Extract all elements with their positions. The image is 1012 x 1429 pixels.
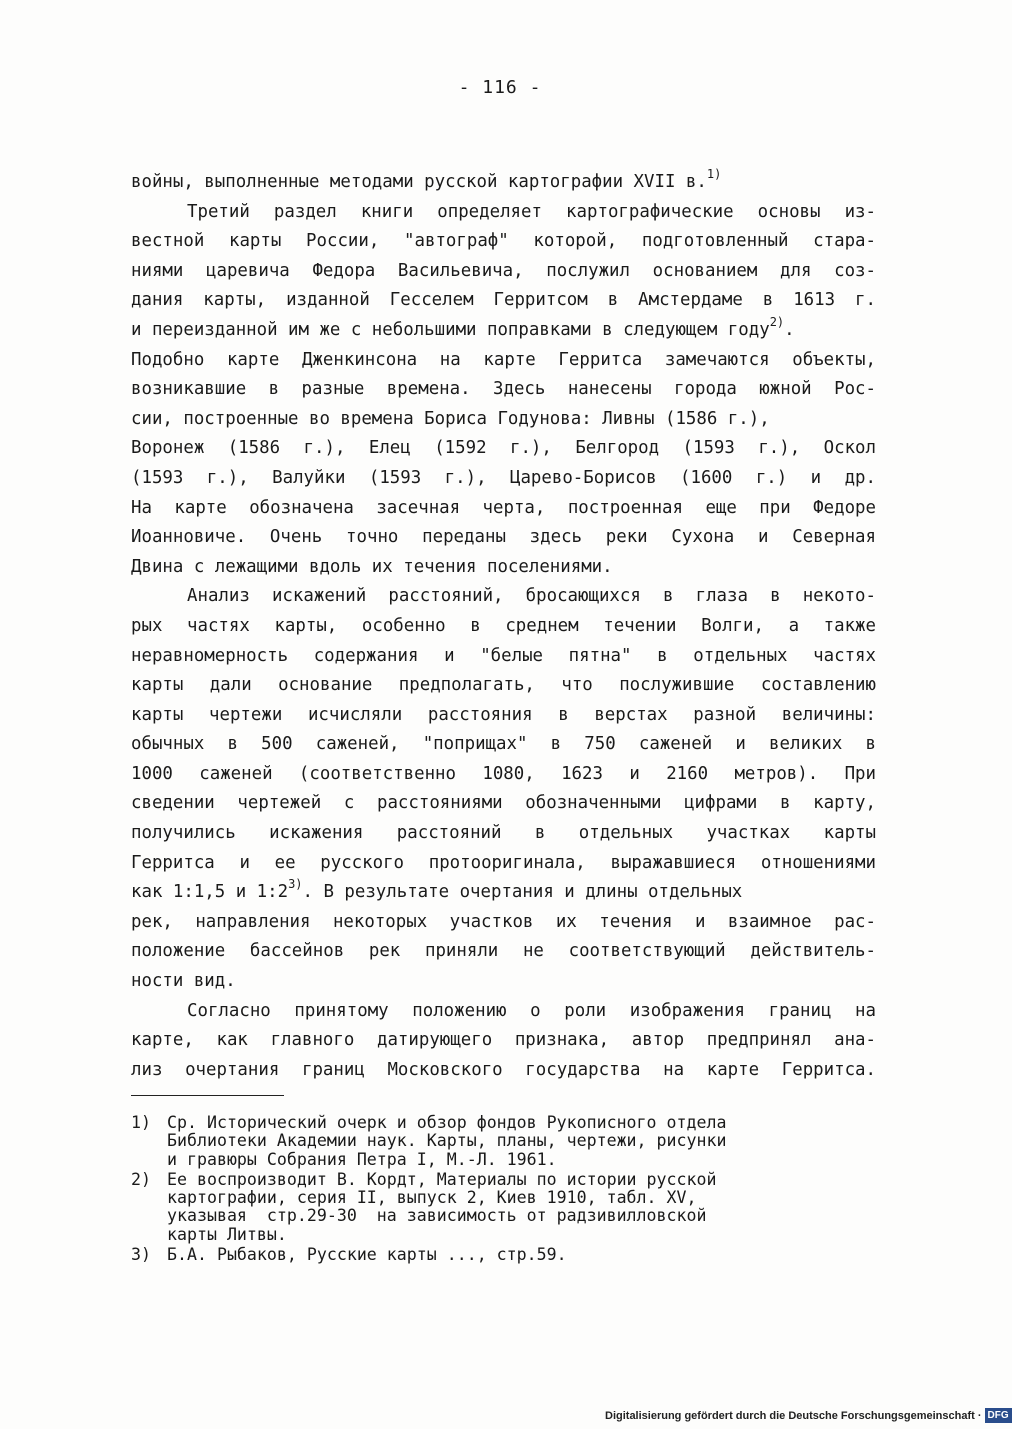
footnote-number: 3) [131, 1245, 151, 1265]
body-text [131, 168, 876, 1085]
digitization-footer [605, 1408, 1009, 1423]
text-line: Герритса и ее русского протооригинала, выражавшиеся отношениями [131, 852, 876, 873]
text-line: Анализ искажений расстояний, бросающихся в глаза в некото- [187, 586, 876, 607]
text-line: карты дали основание предполагать, что послужившие составлению [131, 675, 876, 696]
footnote-line: Ее воспроизводит В. Кордт, Материалы по истории русской [167, 1169, 717, 1189]
text-line: рек, направления некоторых участков их течения и взаимное рас- [131, 911, 876, 932]
text-line: Подобно карте Дженкинсона на карте Герритса замечаются объекты, [131, 349, 876, 370]
text-line: положение бассейнов рек приняли не соответствующий действитель- [131, 941, 876, 962]
text-line: Двина с лежащими вдоль их течения поселениями. [131, 556, 613, 577]
text-line: неравномерность содержания и "белые пятна" в отдельных частях [131, 645, 876, 666]
text-line: Иоанновиче. Очень точно переданы здесь реки Сухона и Северная [131, 527, 876, 548]
dfg-logo: DFG [985, 1408, 1012, 1423]
text-line: лиз очертания границ Московского государства на карте Герритса. [131, 1059, 876, 1080]
text-line: получились искажения расстояний в отдельных участках карты [131, 823, 876, 844]
text-line: войны, выполненные методами русской картографии XVII в.$^{1)}$ [131, 167, 722, 192]
footnote-line: и гравюры Собрания Петра I, М.-Л. 1961. [167, 1149, 557, 1169]
footnote [131, 1114, 851, 1169]
footnote-ref[interactable]: 1) [706, 167, 722, 182]
text-line: рых частях карты, особенно в среднем течении Волги, а также [131, 615, 876, 636]
text-line: Согласно принятому положению о роли изображения границ на [187, 1000, 876, 1021]
footnote-number: 2) [131, 1169, 151, 1189]
footnote-line: указывая стр.29-30 на зависимость от радзивилловской [167, 1206, 707, 1226]
footnote-line: Библиотеки Академии наук. Карты, планы, чертежи, рисунки [167, 1131, 727, 1151]
text-line: ности вид. [131, 971, 236, 992]
text-line: карте, как главного датирующего признака, автор предпринял ана- [131, 1030, 876, 1051]
text-line: и переизданной им же с небольшими поправками в следующем году$^{2)}$. [131, 315, 795, 340]
text-line: Воронеж (1586 г.), Елец (1592 г.), Белгород (1593 г.), Оскол [131, 438, 876, 459]
text-line: карты чертежи исчисляли расстояния в верстах разной величины: [131, 704, 876, 725]
text-line: Третий раздел книги определяет картографические основы из- [187, 201, 876, 222]
text-line: ниями царевича Федора Васильевича, послужил основанием для соз- [131, 260, 876, 281]
footnote-separator [131, 1095, 284, 1096]
text-line: сведении чертежей с расстояниями обозначенными цифрами в карту, [131, 793, 876, 814]
text-line: как 1:1,5 и 1:2$^{3)}$. В результате очертания и длины отдельных [131, 877, 743, 903]
footnote [131, 1171, 851, 1244]
footnotes [131, 1114, 851, 1266]
text-line: (1593 г.), Валуйки (1593 г.), Царево-Борисов (1600 г.) и др. [131, 467, 876, 488]
footnote-number: 1) [131, 1113, 151, 1132]
page-number: - 116 - [458, 77, 542, 98]
footnote-line: карты Литвы. [167, 1224, 287, 1244]
text-line: 1000 саженей (соответственно 1080, 1623 и 2160 метров). При [131, 763, 876, 784]
text-line: сии, построенные во времена Бориса Годунова: Ливны (1586 г.), [131, 408, 770, 429]
text-line: На карте обозначена засечная черта, построенная еще при Федоре [131, 497, 876, 518]
text-line: вестной карты России, "автограф" которой, подготовленный стара- [131, 231, 876, 252]
footnote-ref[interactable]: 3) [288, 877, 303, 892]
footer-text: Digitalisierung gefördert durch die Deutsche Forschungsgemeinschaft · [605, 1409, 982, 1422]
footnote-line: Б.А. Рыбаков, Русские карты ..., стр.59. [167, 1245, 567, 1265]
text-line: дания карты, изданной Гесселем Герритсом в Амстердаме в 1613 г. [131, 290, 876, 311]
text-line: обычных в 500 саженей, "поприщах" в 750 саженей и великих в [131, 734, 876, 755]
text-line: возникавшие в разные времена. Здесь нанесены города южной Рос- [131, 379, 876, 400]
footnote-line: картографии, серия II, выпуск 2, Киев 1910, табл. XV, [167, 1188, 697, 1208]
footnote-ref[interactable]: 2) [769, 315, 785, 330]
footnote [131, 1246, 851, 1264]
footnote-line: Ср. Исторический очерк и обзор фондов Рукописного отдела [167, 1113, 727, 1132]
